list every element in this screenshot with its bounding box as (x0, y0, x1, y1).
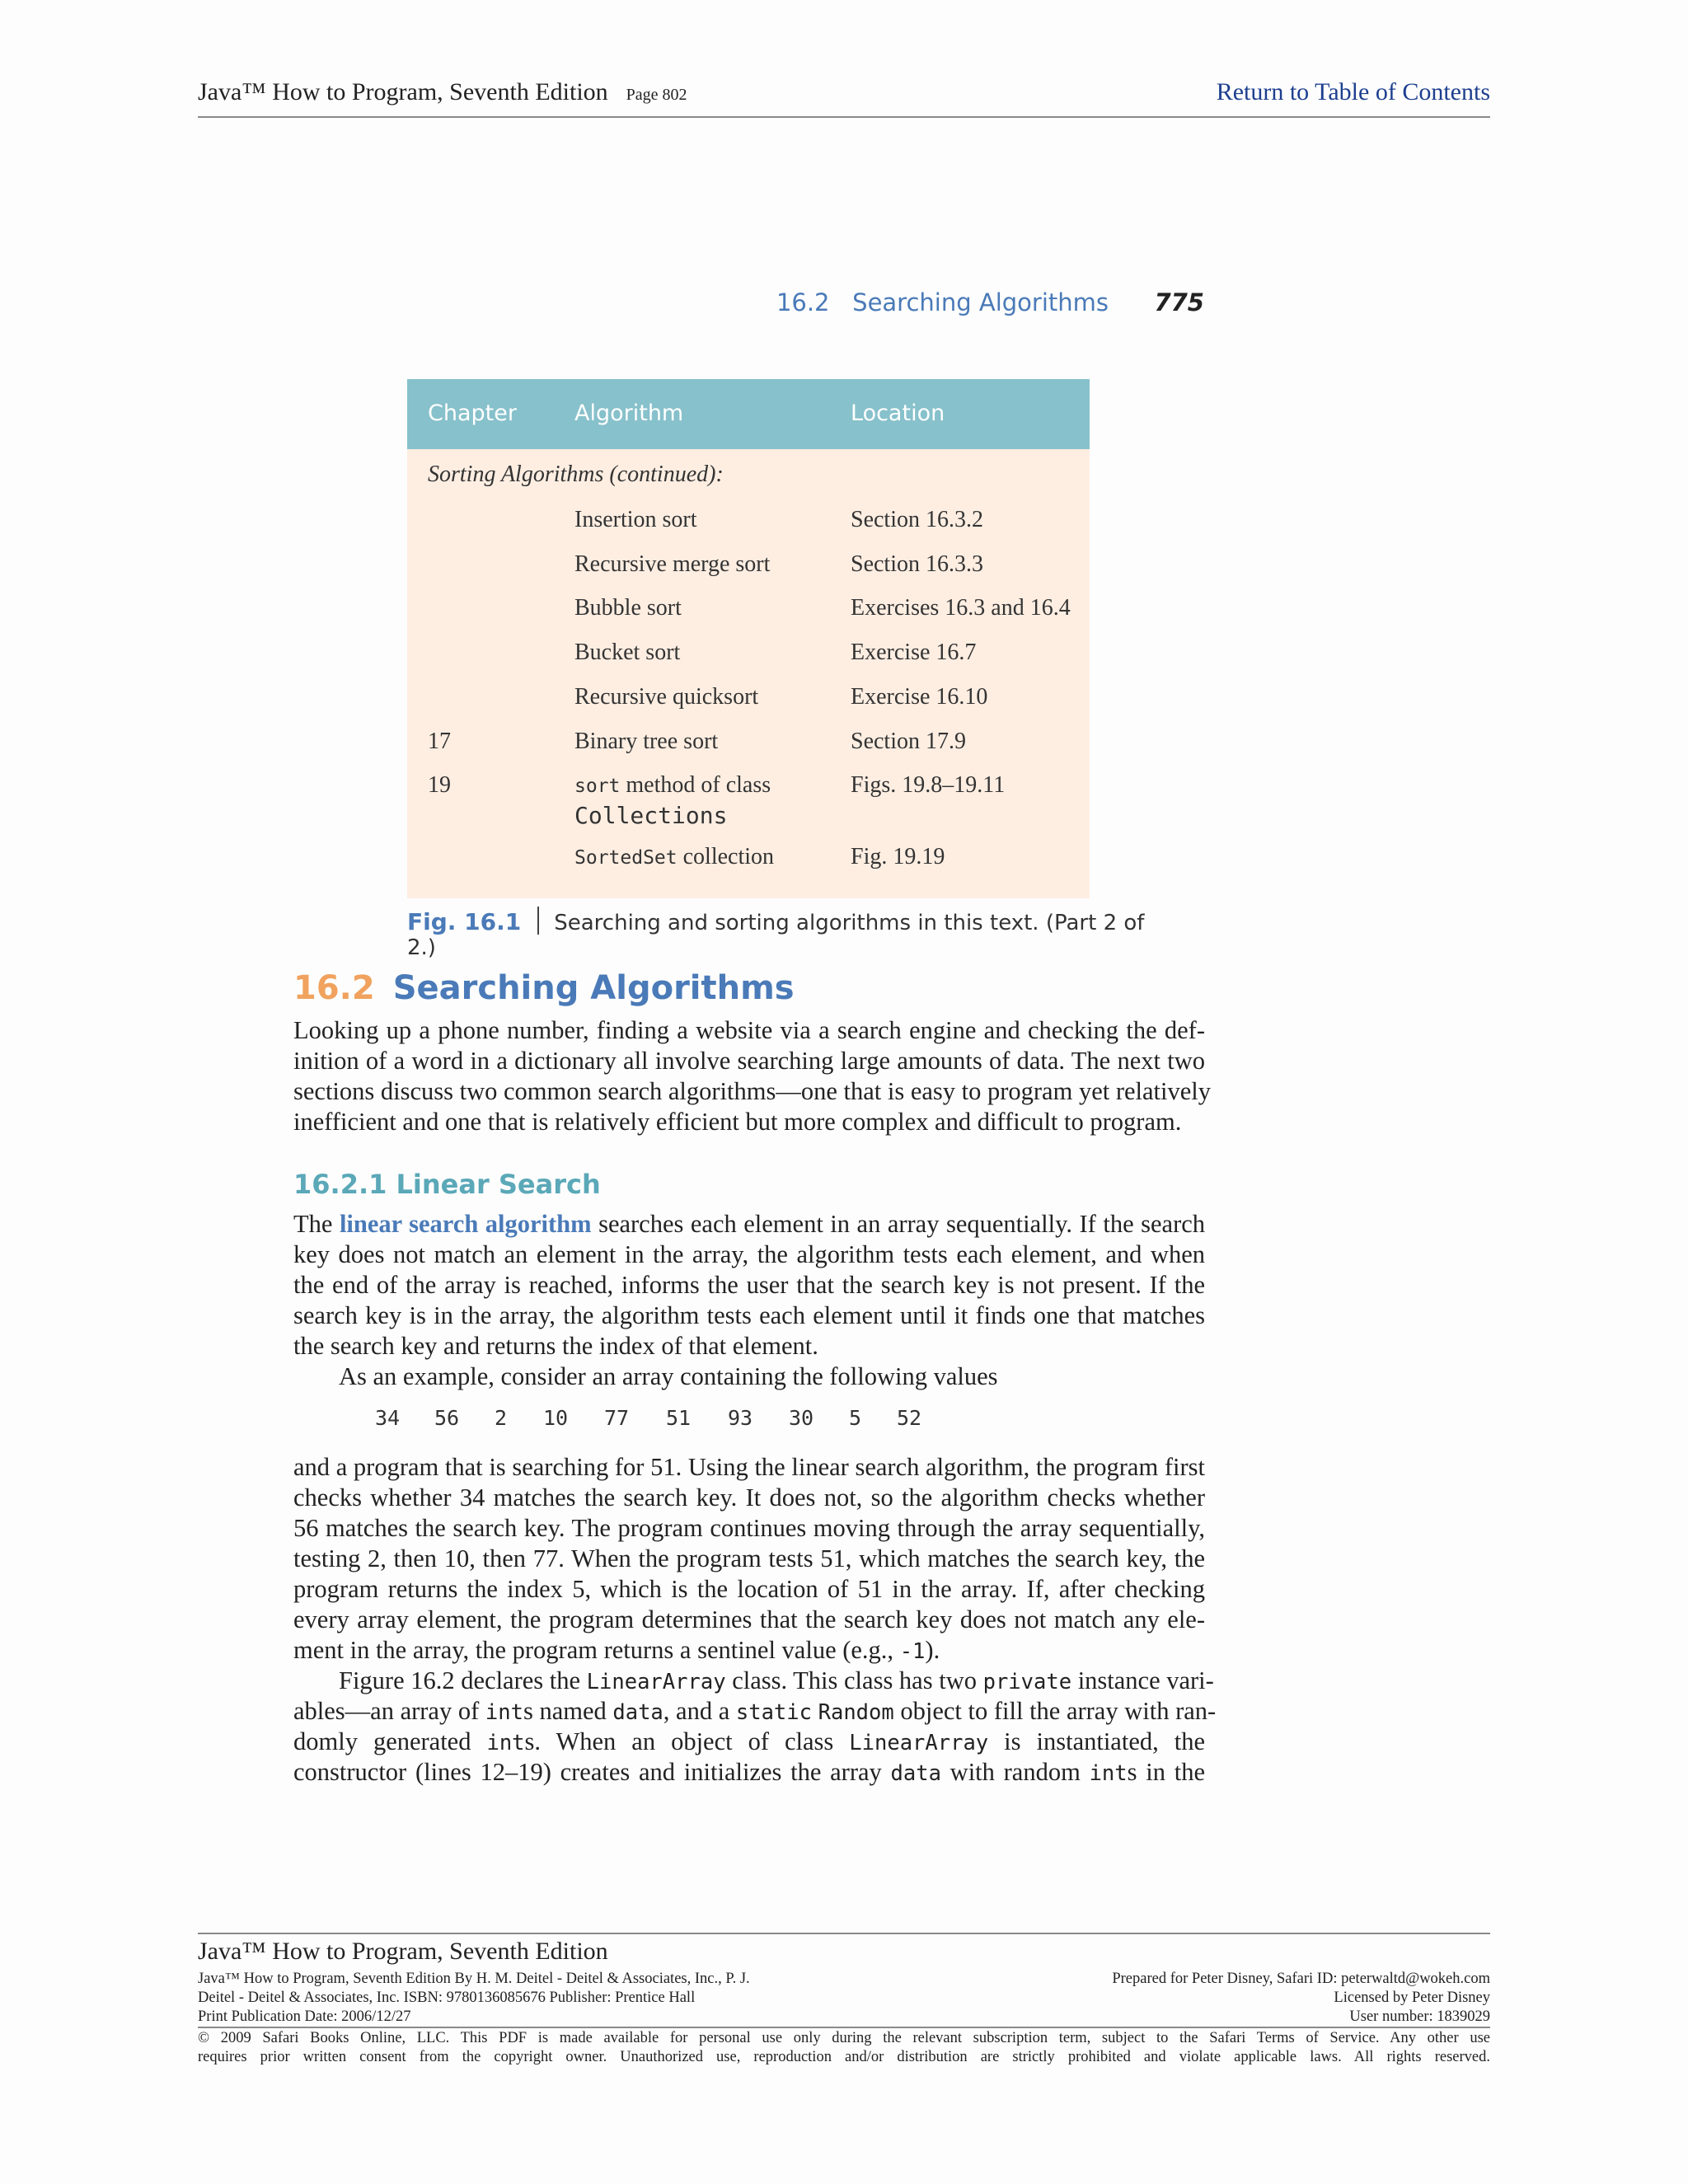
paragraph-line (293, 1666, 1214, 1696)
toc-link[interactable]: Return to Table of Contents (1216, 78, 1490, 105)
top-bar (198, 78, 1490, 118)
key-term: linear search algorithm (339, 1210, 592, 1238)
footer-license-info: Prepared for Peter Disney, Safari ID: peterwaltd@wokeh.com (1112, 1971, 1490, 1987)
array-value: 52 (897, 1406, 922, 1430)
paragraph-line (293, 1209, 1205, 1240)
code-sortedset: SortedSet (574, 847, 678, 869)
location-cell: Exercise 16.7 (851, 640, 977, 665)
text-run: constructor (lines 12–19) creates and initializes the array (293, 1758, 891, 1786)
linear-search-paragraph (293, 1209, 1205, 1392)
paragraph-line: sections discuss two common search algorithms—one that is easy to program yet relatively (293, 1077, 1211, 1105)
array-value: 56 (434, 1406, 460, 1430)
paragraph-line: As an example, consider an array containing the following values (339, 1362, 998, 1390)
array-value: 93 (728, 1406, 753, 1430)
array-value: 30 (789, 1406, 814, 1430)
text-run: s in the (1127, 1758, 1205, 1786)
chapter-cell: 17 (428, 729, 451, 754)
code-sentinel: -1 (899, 1639, 926, 1664)
algorithm-text: collection (677, 844, 775, 869)
paragraph-line: and a program that is searching for 51. Using the linear search algorithm, the program first (293, 1453, 1205, 1481)
figure-caption (407, 907, 1149, 960)
array-value: 5 (849, 1406, 862, 1430)
paragraph-line: every array element, the program determines that the search key does not match any ele- (293, 1605, 1205, 1633)
location-cell: Section 16.3.3 (851, 551, 983, 577)
code-field: data (612, 1700, 663, 1725)
array-value: 77 (604, 1406, 630, 1430)
paragraph-line (293, 1757, 1205, 1788)
array-value: 10 (543, 1406, 569, 1430)
column-header-location: Location (851, 401, 945, 426)
text-run: s named (523, 1697, 613, 1725)
text-run: searches each element in an array sequentially. If the search (591, 1210, 1206, 1238)
footer-book-info: Deitel - Deitel & Associates, Inc. ISBN: 9780136085676 Publisher: Prentice Hall (198, 1990, 696, 2006)
text-run: The (293, 1210, 340, 1238)
section-title: Searching Algorithms (392, 969, 795, 1007)
section-heading (293, 969, 795, 1007)
code-type: int (486, 1731, 525, 1755)
paragraph-line: search key is in the array, the algorithm tests each element until it finds one that matches (293, 1301, 1205, 1329)
paragraph-line: inefficient and one that is relatively efficient but more complex and difficult to program. (293, 1108, 1182, 1136)
footer-license-info: User number: 1839029 (1349, 2008, 1490, 2025)
array-value: 51 (666, 1406, 692, 1430)
paragraph-line (293, 1696, 1217, 1727)
text-run: instance vari- (1071, 1666, 1214, 1694)
text-run: s. When an object of class (524, 1727, 850, 1755)
paragraph-line: the end of the array is reached, informs the user that the search key is not present. If the (293, 1271, 1205, 1299)
footer-copyright: © 2009 Safari Books Online, LLC. This PDF is made available for personal use only during the relevant subscription term, subject to the Safari Terms of Service. Any other use (198, 2030, 1490, 2046)
text-run: domly generated (293, 1727, 487, 1755)
page-footer (198, 1933, 1490, 2074)
text-run: object to fill the array with ran- (893, 1697, 1217, 1725)
code-keyword: private (982, 1670, 1072, 1694)
paragraph-line (293, 1635, 1205, 1666)
paragraph-line: program returns the index 5, which is the location of 51 in the array. If, after checking (293, 1575, 1205, 1603)
paragraph-line: checks whether 34 matches the search key. It does not, so the algorithm checks whether (293, 1483, 1205, 1511)
code-class-name: LinearArray (849, 1731, 989, 1755)
text-run: class. This class has two (725, 1666, 983, 1694)
location-cell: Exercise 16.10 (851, 684, 988, 710)
section-number: 16.2 (293, 969, 375, 1007)
column-header-algorithm: Algorithm (574, 401, 684, 426)
code-type: int (1089, 1761, 1128, 1786)
text-run: is instantiated, the (988, 1727, 1205, 1755)
code-keyword: static (735, 1700, 812, 1725)
code-class-name: Random (818, 1700, 894, 1725)
subsection-heading: 16.2.1 Linear Search (293, 1169, 601, 1200)
array-value: 2 (495, 1406, 508, 1430)
paragraph-line: the search key and returns the index of that element. (293, 1332, 818, 1360)
paragraph-line (293, 1727, 1205, 1757)
text-run: Figure 16.2 declares the (339, 1666, 587, 1694)
book-title-text: Java™ How to Program, Seventh Edition (198, 78, 608, 105)
book-title (198, 78, 687, 106)
page-number: 775 (1154, 288, 1204, 316)
algorithm-cell (574, 844, 774, 870)
linear-search-example-paragraph (293, 1452, 1217, 1788)
code-class-name: LinearArray (586, 1670, 726, 1694)
page-label: Page 802 (626, 86, 687, 104)
code-collections: Collections (574, 802, 728, 829)
location-cell: Fig. 19.19 (851, 844, 945, 869)
footer-title: Java™ How to Program, Seventh Edition (198, 1938, 608, 1965)
running-head (776, 288, 1207, 321)
code-type: int (485, 1700, 523, 1725)
paragraph-line: key does not match an element in the array, the algorithm tests each element, and when (293, 1240, 1205, 1268)
text-run (812, 1697, 818, 1725)
text-run: ). (925, 1636, 940, 1664)
running-head-section: 16.2 Searching Algorithms (776, 288, 1109, 316)
footer-copyright: requires prior written consent from the copyright owner. Unauthorized use, reproduction and/or distribution are strictly prohibited and violate applicable laws. All rights reserved. (198, 2049, 1490, 2065)
table-header (407, 379, 1090, 449)
table-group-label: Sorting Algorithms (continued): (428, 462, 724, 487)
location-cell: Figs. 19.8–19.11 (851, 772, 1006, 798)
algorithm-cell: Bucket sort (574, 640, 681, 665)
algorithm-cell: Recursive quicksort (574, 684, 759, 710)
algorithm-cell (574, 772, 771, 799)
figure-caption-text: Searching and sorting algorithms in this text. (Part 2 of 2.) (407, 911, 1145, 960)
paragraph-line: 56 matches the search key. The program continues moving through the array sequentially, (293, 1514, 1205, 1542)
code-sort: sort (574, 776, 621, 797)
paragraph-line: testing 2, then 10, then 77. When the program tests 51, which matches the search key, the (293, 1544, 1205, 1572)
footer-book-info: Print Publication Date: 2006/12/27 (198, 2008, 411, 2025)
algorithm-cell: Binary tree sort (574, 729, 719, 754)
location-cell: Exercises 16.3 and 16.4 (851, 595, 1071, 621)
footer-license-info: Licensed by Peter Disney (1334, 1990, 1490, 2006)
location-cell: Section 16.3.2 (851, 507, 983, 532)
column-header-chapter: Chapter (428, 401, 517, 426)
intro-paragraph (293, 1015, 1211, 1137)
algorithm-cell: Recursive merge sort (574, 551, 771, 577)
chapter-cell: 19 (428, 772, 451, 798)
array-values (375, 1406, 952, 1439)
text-run: , and a (663, 1697, 736, 1725)
footer-divider (198, 2027, 1490, 2028)
footer-book-info: Java™ How to Program, Seventh Edition By H. M. Deitel - Deitel & Associates, Inc., P. J. (198, 1971, 750, 1987)
array-value: 34 (375, 1406, 401, 1430)
algorithms-table (407, 379, 1090, 898)
text-run: ables—an array of (293, 1697, 485, 1725)
figure-label: Fig. 16.1 (407, 908, 522, 935)
paragraph-line: inition of a word in a dictionary all involve searching large amounts of data. The next two (293, 1047, 1205, 1075)
caption-divider (537, 907, 539, 935)
code-field: data (890, 1761, 941, 1786)
paragraph-line: Looking up a phone number, finding a website via a search engine and checking the def- (293, 1016, 1205, 1044)
algorithm-text: method of class (620, 772, 771, 798)
algorithm-cell: Insertion sort (574, 507, 697, 532)
location-cell: Section 17.9 (851, 729, 966, 754)
text-run: ment in the array, the program returns a sentinel value (e.g., (293, 1636, 900, 1664)
algorithm-cell: Bubble sort (574, 595, 682, 621)
text-run: with random (940, 1758, 1090, 1786)
